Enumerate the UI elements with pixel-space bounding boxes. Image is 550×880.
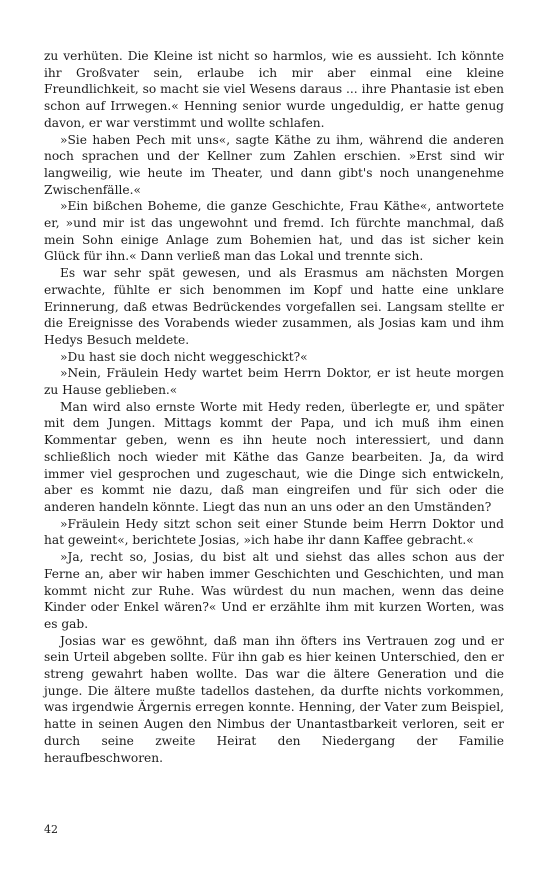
book-page-text xyxy=(44,48,504,766)
paragraph-7: Man wird also ernste Worte mit Hedy reden, überlegte er, und später mit dem Jungen. Mittags kommt der Papa, und ich muß ihm einen Kommentar geben, wenn es ihn heute noch interessiert, und dann schließlich noch wieder mit Käthe das Ganze bearbeiten. Ja, da wird immer viel gesprochen und zugeschaut, wie die Dinge sich entwickeln, aber es kommt nie dazu, daß man eingreifen und für sich oder die anderen handeln könnte. Liegt das nun an uns oder an den Umständen? xyxy=(44,399,504,514)
paragraph-9: »Ja, recht so, Josias, du bist alt und siehst das alles schon aus der Ferne an, aber wir haben immer Geschichten und Geschichten, und man kommt nicht zur Ruhe. Was würdest du nun machen, wenn das deine Kinder oder Enkel wären?« Und er erzählte ihm mit kurzen Worten, was es gab. xyxy=(44,550,504,631)
paragraph-1: zu verhüten. Die Kleine ist nicht so harmlos, wie es aussieht. Ich könnte ihr Großvater sein, erlaube ich mir aber einmal eine kleine Freundlichkeit, so macht sie viel Wesens daraus ... ihre Phantasie ist eben schon auf Irrwegen.« Henning senior wurde ungeduldig, er hatte genug davon, er war verstimmt und wollte schlafen. xyxy=(44,49,504,130)
paragraph-8: »Fräulein Hedy sitzt schon seit einer Stunde beim Herrn Doktor und hat geweint«, berichtete Josias, »ich habe ihr dann Kaffee gebracht.« xyxy=(44,516,504,548)
page-number: 42 xyxy=(44,823,58,836)
paragraph-10: Josias war es gewöhnt, daß man ihn öfters ins Vertrauen zog und er sein Urteil abgeben sollte. Für ihn gab es hier keinen Unterschied, den er streng gewahrt haben wollte. Das war die ältere Generation und die junge. Die ältere mußte tadellos dastehen, da durfte nichts vorkommen, was irgendwie Ärgernis erregen konnte. Henning, der Vater zum Beispiel, hatte in seinen Augen den Nimbus der Unantastbarkeit verloren, seit er durch seine zweite Heirat den Niedergang der Familie heraufbeschworen. xyxy=(44,633,504,765)
paragraph-2: »Sie haben Pech mit uns«, sagte Käthe zu ihm, während die anderen noch sprachen und der Kellner zum Zahlen erschien. »Erst sind wir langweilig, wie heute im Theater, und dann gibt's noch unangenehme Zwischenfälle.« xyxy=(44,132,504,197)
paragraph-6: »Nein, Fräulein Hedy wartet beim Herrn Doktor, er ist heute morgen zu Hause geblieben.« xyxy=(44,366,504,398)
paragraph-4: Es war sehr spät gewesen, und als Erasmus am nächsten Morgen erwachte, fühlte er sich benommen im Kopf und hatte eine unklare Erinnerung, daß etwas Bedrückendes vorgefallen sei. Langsam stellte er die Ereignisse des Vorabends wieder zusammen, als Josias kam und ihm Hedys Besuch meldete. xyxy=(44,266,504,347)
paragraph-5: »Du hast sie doch nicht weggeschickt?« xyxy=(60,349,308,364)
paragraph-3: »Ein bißchen Boheme, die ganze Geschichte, Frau Käthe«, antwortete er, »und mir ist das ungewohnt und fremd. Ich fürchte manchmal, daß mein Sohn einige Anlage zum Bohemien hat, und das ist sicher kein Glück für ihn.« Dann verließ man das Lokal und trennte sich. xyxy=(44,199,504,264)
